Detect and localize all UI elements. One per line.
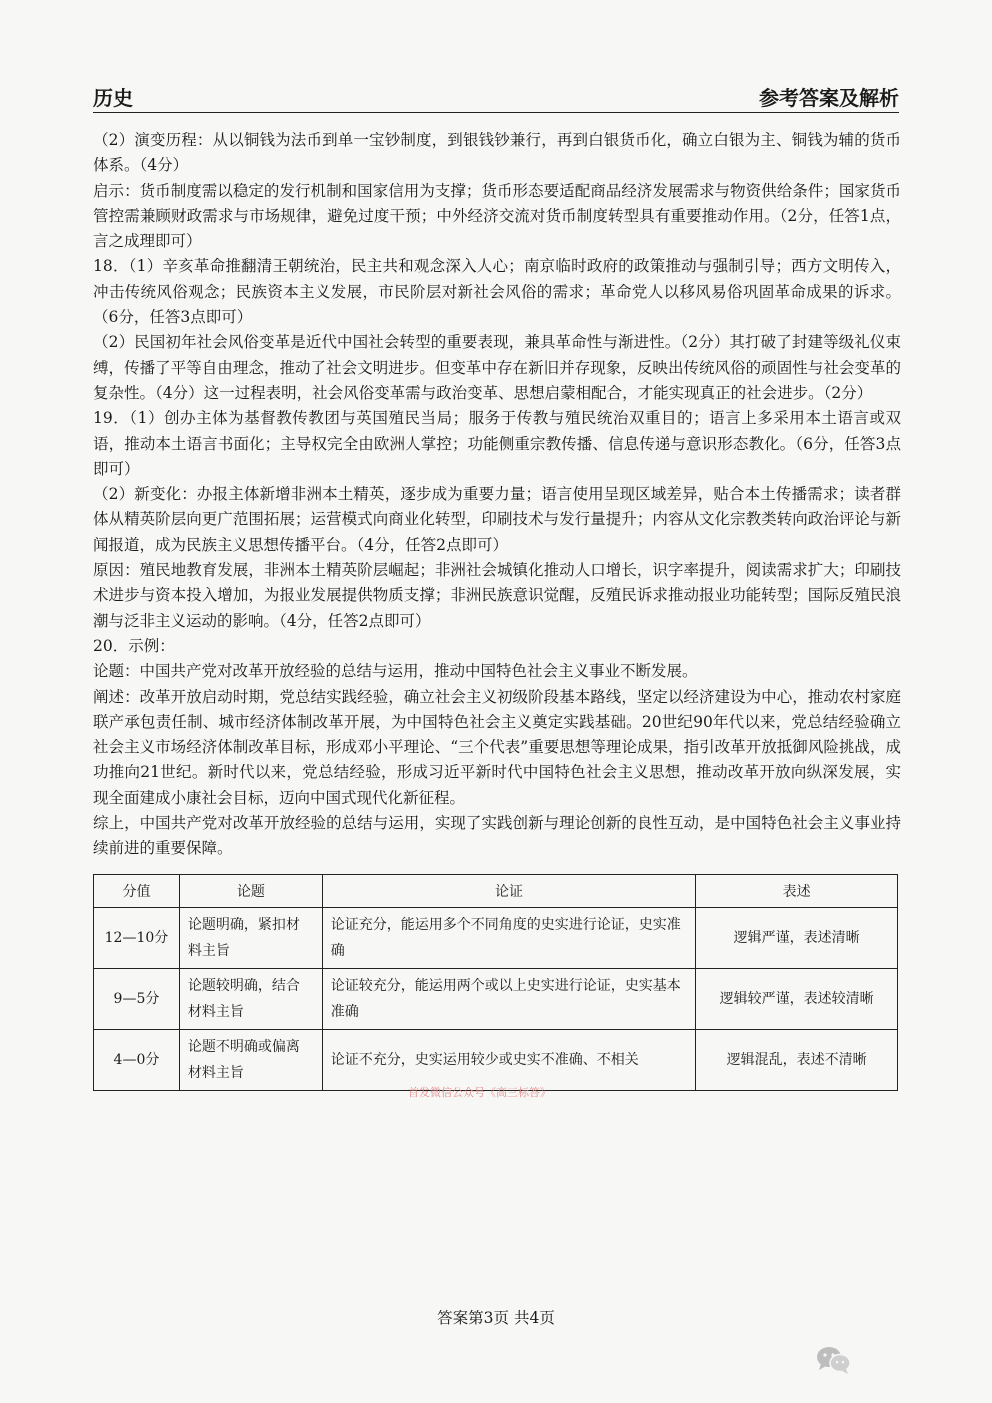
scoring-table <box>93 874 898 1091</box>
table-cell: 论证充分，能运用多个不同角度的史实进行论证，史实准确 <box>322 908 695 969</box>
header-cell: 分值 <box>94 875 180 908</box>
table-cell: 4—0分 <box>94 1030 180 1091</box>
table-cell: 论题较明确，结合材料主旨 <box>179 969 322 1030</box>
page-footer: 答案第3页 共4页 <box>437 1309 555 1327</box>
table-cell: 论题不明确或偏离材料主旨 <box>179 1030 322 1091</box>
paragraph: 19．（1）创办主体为基督教传教团与英国殖民当局；服务于传教与殖民统治双重目的；语言上多采用本土语言或双语，推动本土语言书面化；主导权完全由欧洲人掌控；功能侧重宗教传播、信息传递与意识形态教化。（6分，任答3点即可） <box>93 409 901 478</box>
doc-type-title: 参考答案及解析 <box>759 86 899 110</box>
header-cell: 论题 <box>179 875 322 908</box>
paragraph: （2）演变历程：从以铜钱为法币到单一宝钞制度，到银钱钞兼行，再到白银货币化，确立白银为主、铜钱为辅的货币体系。（4分） <box>93 131 901 175</box>
paragraph: （2）新变化：办报主体新增非洲本土精英，逐步成为重要力量；语言使用呈现区域差异，贴合本土传播需求；读者群体从精英阶层向更广范围拓展；运营模式向商业化转型，印刷技术与发行量提升；内容从文化宗教类转向政治评论与新闻报道，成为民族主义思想传播平台。（4分，任答2点即可） <box>93 485 901 554</box>
paragraph: 18．（1）辛亥革命推翻清王朝统治，民主共和观念深入人心；南京临时政府的政策推动与强制引导；西方文明传入，冲击传统风俗观念；民族资本主义发展，市民阶层对新社会风俗的需求；革命党人以移风易俗巩固革命成果的诉求。（6分，任答3点即可） <box>93 257 901 327</box>
table-header-row <box>94 875 898 908</box>
table-row <box>94 1030 898 1091</box>
table-cell: 9—5分 <box>94 969 180 1030</box>
page-header <box>93 78 899 113</box>
table-cell: 12—10分 <box>94 908 180 969</box>
paragraph: 原因：殖民地教育发展，非洲本土精英阶层崛起；非洲社会城镇化推动人口增长，识字率提升，阅读需求扩大；印刷技术进步与资本投入增加，为报业发展提供物质支撑；非洲民族意识觉醒，反殖民诉求推动报业功能转型；国际反殖民浪潮与泛非主义运动的影响。（4分，任答2点即可） <box>93 561 901 630</box>
wechat-icon <box>815 1345 853 1375</box>
table-cell: 论题明确，紧扣材料主旨 <box>179 908 322 969</box>
table-cell: 论证不充分，史实运用较少或史实不准确、不相关 <box>322 1030 695 1091</box>
table-cell: 逻辑混乱，表述不清晰 <box>696 1030 898 1091</box>
header-cell: 论证 <box>322 875 695 908</box>
paragraph: 阐述：改革开放启动时期，党总结实践经验，确立社会主义初级阶段基本路线，坚定以经济建设为中心，推动农村家庭联产承包责任制、城市经济体制改革开展，为中国特色社会主义奠定实践基础。20世纪90年代以来，党总结经验确立社会主义市场经济体制改革目标，形成邓小平理论、“三个代表”重要思想等理论成果，指引改革开放抵御风险挑战，成功推向21世纪。新时代以来，党总结经验，形成习近平新时代中国特色社会主义思想，推动改革开放向纵深发展，实现全面建成小康社会目标，迈向中国式现代化新征程。 <box>93 687 901 807</box>
header-cell: 表述 <box>696 875 898 908</box>
paragraph: 20．示例： <box>93 636 175 655</box>
table-cell: 逻辑严谨，表述清晰 <box>696 908 898 969</box>
paragraph: 综上，中国共产党对改革开放经验的总结与运用，实现了实践创新与理论创新的良性互动，是中国特色社会主义事业持续前进的重要保障。 <box>93 814 901 858</box>
subject-title: 历史 <box>93 86 133 110</box>
answer-content <box>93 128 901 862</box>
paragraph: （2）民国初年社会风俗变革是近代中国社会转型的重要表现，兼具革命性与渐进性。（2分）其打破了封建等级礼仪束缚，传播了平等自由理念，推动了社会文明进步。但变革中存在新旧并存现象，反映出传统风俗的顽固性与社会变革的复杂性。（4分）这一过程表明，社会风俗变革需与政治变革、思想启蒙相配合，才能实现真正的社会进步。（2分） <box>93 333 901 402</box>
table-cell: 论证较充分，能运用两个或以上史实进行论证，史实基本准确 <box>322 969 695 1030</box>
watermark-text: 首发微信公众号《高三标答》 <box>408 1086 551 1099</box>
table-row <box>94 969 898 1030</box>
table-cell: 逻辑较严谨，表述较清晰 <box>696 969 898 1030</box>
paragraph: 启示：货币制度需以稳定的发行机制和国家信用为支撑；货币形态要适配商品经济发展需求与物资供给条件；国家货币管控需兼顾财政需求与市场规律，避免过度干预；中外经济交流对货币制度转型具有重要推动作用。（2分，任答1点，言之成理即可） <box>93 181 901 251</box>
table-row <box>94 908 898 969</box>
paragraph: 论题：中国共产党对改革开放经验的总结与运用，推动中国特色社会主义事业不断发展。 <box>93 662 698 681</box>
